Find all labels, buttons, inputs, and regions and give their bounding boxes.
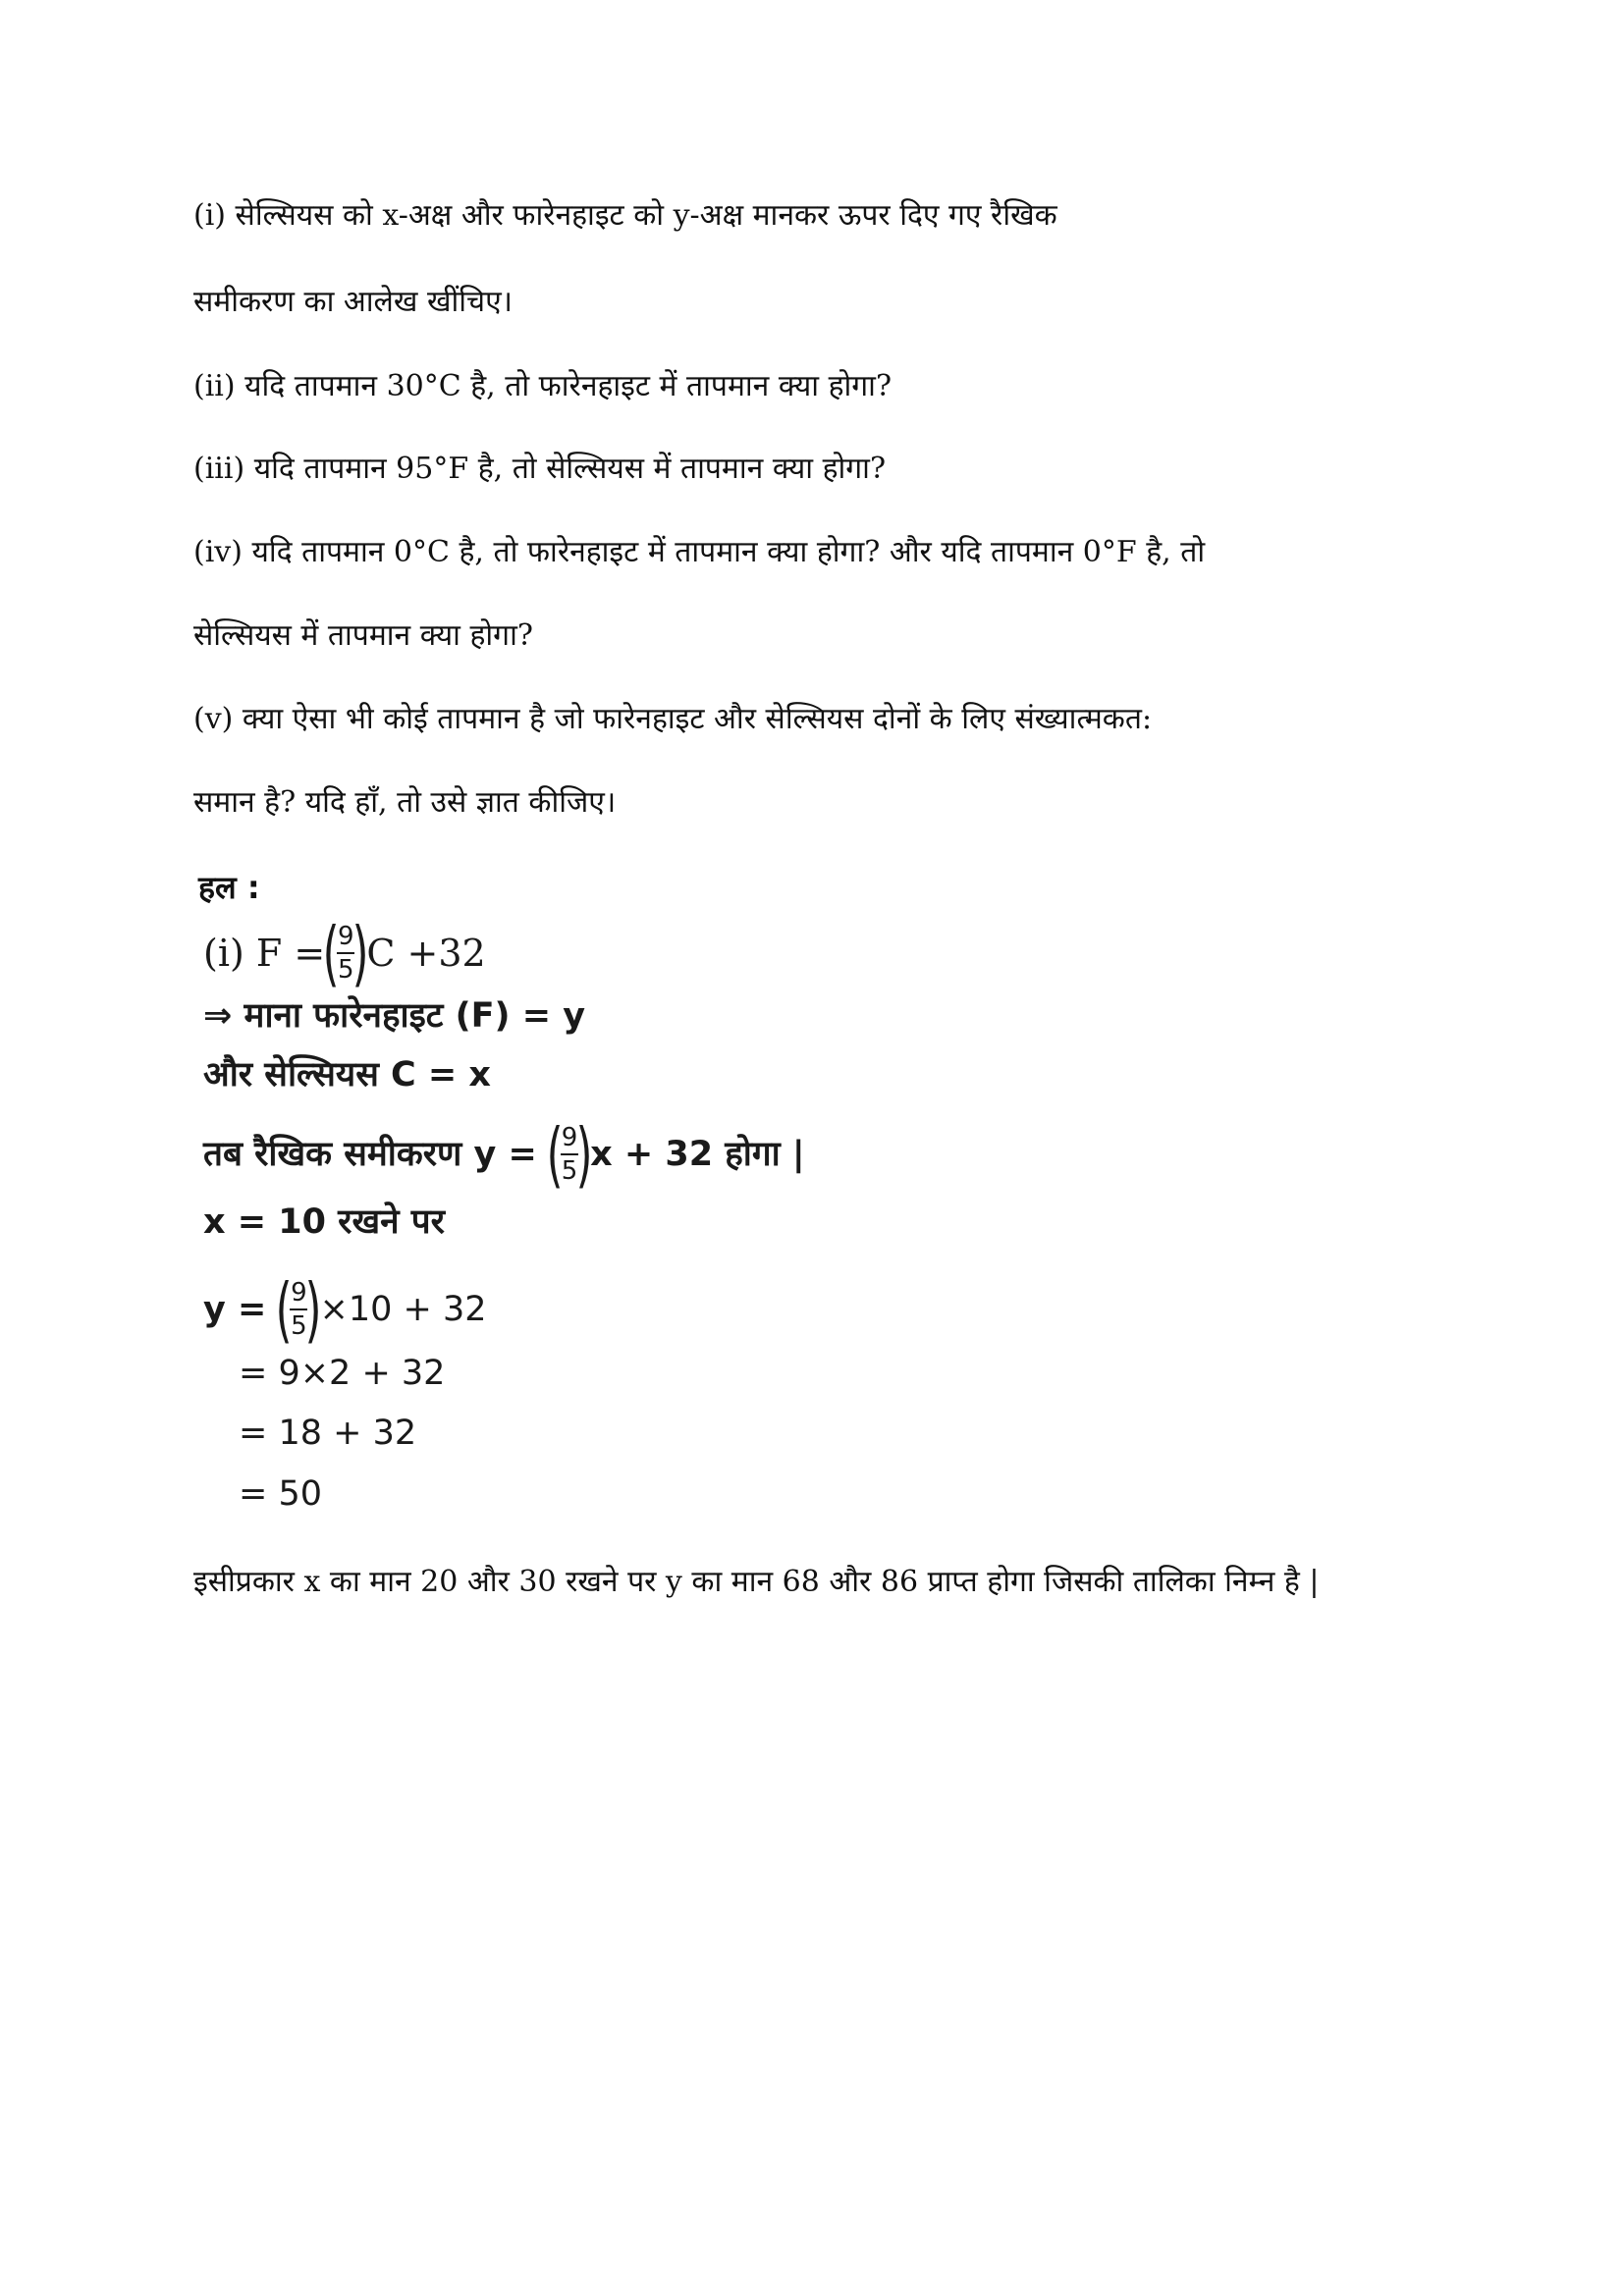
left-paren: ( xyxy=(322,912,340,994)
question-2: (ii) यदि तापमान 30°C है, तो फारेनहाइट में तापमान क्या होगा? xyxy=(193,369,893,403)
fraction-nine-fifths xyxy=(322,912,369,994)
solution-heading: हल : xyxy=(198,869,260,906)
fraction-denominator: 5 xyxy=(337,955,354,985)
left-paren: ( xyxy=(546,1113,564,1196)
question-4-line-2: सेल्सियस में तापमान क्या होगा? xyxy=(193,618,533,653)
fraction-nine-fifths xyxy=(546,1113,593,1196)
question-1-line-1: (i) सेल्सियस को x-अक्ष और फारेनहाइट को y-अक्ष मानकर ऊपर दिए गए रैखिक xyxy=(193,198,1057,233)
question-4-line-1: (iv) यदि तापमान 0°C है, तो फारेनहाइट में तापमान क्या होगा? और यदि तापमान 0°F है, तो xyxy=(193,535,1206,569)
fraction-denominator: 5 xyxy=(561,1156,578,1186)
linear-equation-line xyxy=(203,1113,805,1196)
formula-prefix: (i) F = xyxy=(203,932,326,975)
y-prefix: y = xyxy=(203,1290,267,1329)
right-paren: ) xyxy=(352,912,369,994)
right-paren: ) xyxy=(575,1113,593,1196)
question-1-line-2: समीकरण का आलेख खींचिए। xyxy=(193,285,514,319)
step-3: = 50 xyxy=(239,1474,322,1514)
step-1: = 9×2 + 32 xyxy=(239,1354,446,1393)
fraction-nine-fifths xyxy=(275,1268,322,1351)
formula-line xyxy=(203,912,486,994)
assume-fahrenheit: ⇒ माना फारेनहाइट (F) = y xyxy=(203,996,586,1036)
formula-suffix: C +32 xyxy=(366,932,486,975)
y-calculation-line xyxy=(203,1268,487,1351)
assume-celsius: और सेल्सियस C = x xyxy=(203,1055,491,1095)
fraction-denominator: 5 xyxy=(291,1311,307,1341)
left-paren: ( xyxy=(275,1268,293,1351)
step-2: = 18 + 32 xyxy=(239,1414,417,1453)
right-paren: ) xyxy=(305,1268,322,1351)
linear-prefix: तब रैखिक समीकरण y = xyxy=(203,1135,537,1174)
question-3: (iii) यदि तापमान 95°F है, तो सेल्सियस में तापमान क्या होगा? xyxy=(193,452,887,486)
question-5-line-1: (v) क्या ऐसा भी कोई तापमान है जो फारेनहाइट और सेल्सियस दोनों के लिए संख्यात्मकत: xyxy=(193,702,1153,736)
fraction-numerator: 9 xyxy=(291,1278,307,1308)
fraction-numerator: 9 xyxy=(337,922,354,951)
conclusion-text: इसीप्रकार x का मान 20 और 30 रखने पर y का मान 68 और 86 प्राप्त होगा जिसकी तालिका निम्न है | xyxy=(193,1565,1320,1599)
question-5-line-2: समान है? यदि हाँ, तो उसे ज्ञात कीजिए। xyxy=(193,785,617,820)
fraction-numerator: 9 xyxy=(561,1123,578,1152)
linear-suffix: x + 32 होगा | xyxy=(590,1135,805,1174)
put-x-line: x = 10 रखने पर xyxy=(203,1202,445,1242)
y-suffix: ×10 + 32 xyxy=(319,1290,487,1329)
